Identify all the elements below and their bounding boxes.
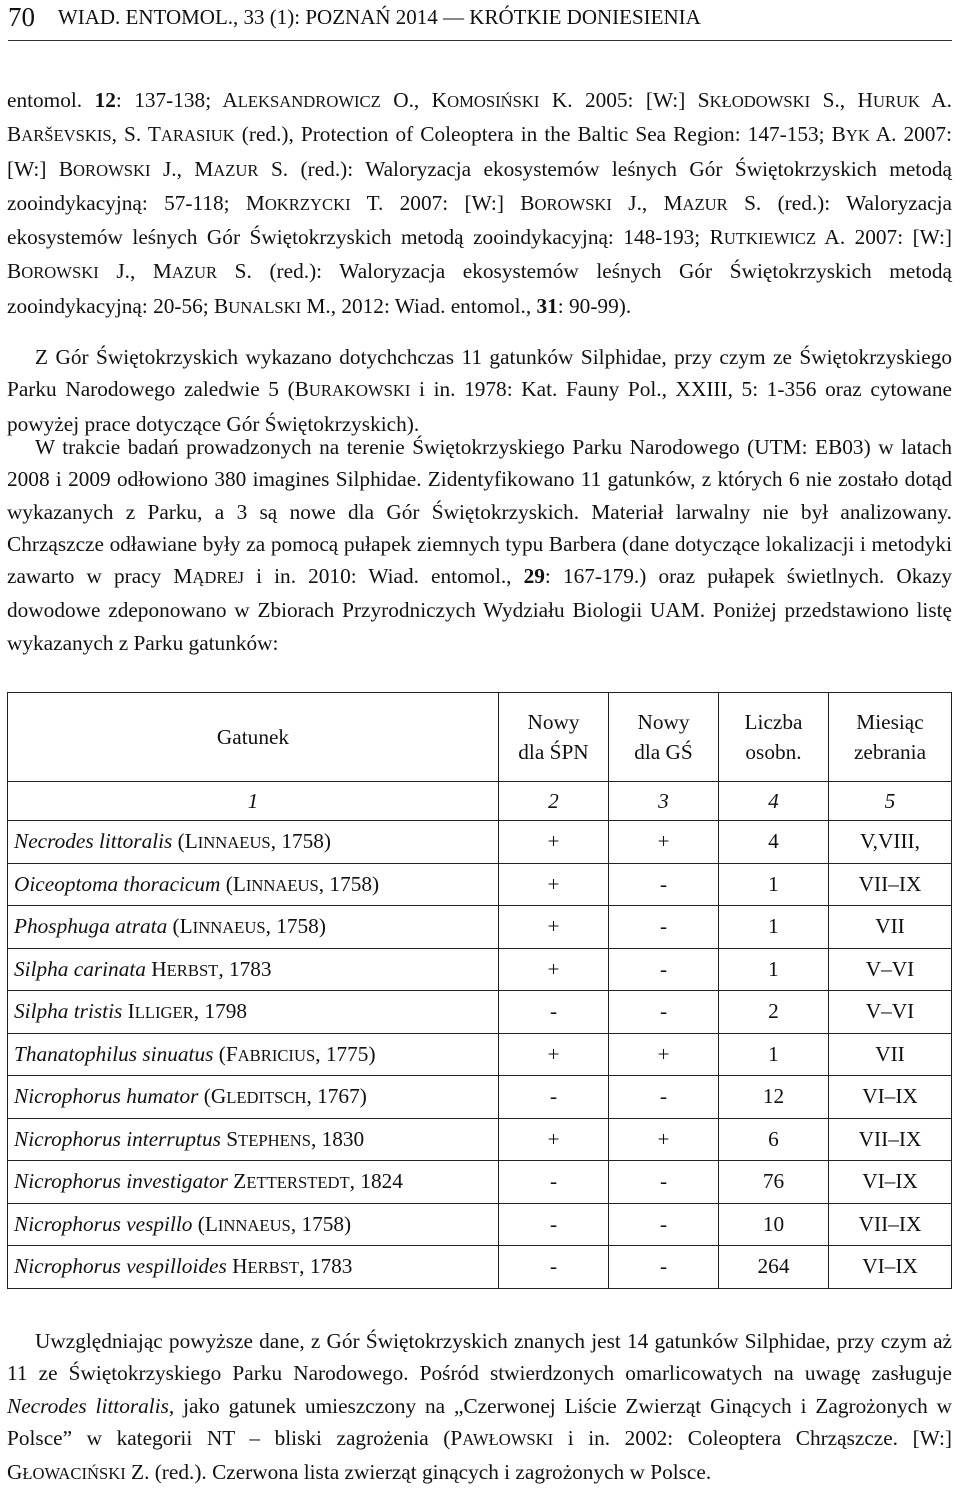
species-author: INNAEUS xyxy=(245,875,319,895)
references-text: entomol. 12: 137-138; ALEKSANDROWICZ O., KOMOSIŃSKI K. 2005: [W:] SKŁODOWSKI S., HURUK A. BARŠEVSKIS, S. TARASIUK (red.), Protection of Coleoptera in the Baltic Sea Region: 147-153; BYK A. 2007: [W:] BOROWSKI J., MAZUR S. (red.): Waloryzacja ekosystemów leśnych Gór Świętokrzyskich metodą zooindykacyjną: 57-118; MOKRZYCKI T. 2007: [W:] BOROWSKI J., MAZUR S. (red.): Waloryzacja ekosystemów leśnych Gór Świętokrzyskich metodą zooindykacyjną: 148-193; RUTKIEWICZ A. 2007: [W:] BOROWSKI J., MAZUR S. (red.): Waloryzacja ekosystemów leśnych Gór Świętokrzyskich metodą zooindykacyjną: 20-56; BUNALSKI M., 2012: Wiad. entomol., 31: 90-99). xyxy=(7,88,953,318)
specimen-count-cell: 2 xyxy=(719,991,829,1034)
text-segment: OROWSKI xyxy=(21,263,99,283)
text-segment: URUK xyxy=(872,92,921,111)
text-segment: YK xyxy=(845,126,870,146)
header-month-label: Miesiąc zebrania xyxy=(853,710,927,764)
new-for-gs-cell: + xyxy=(609,1118,719,1161)
paragraph-2-text: Z Gór Świętokrzyskich wykazano dotychchczas 11 gatunków Silphidae, przy czym ze Świętokrzyskiego Parku Narodowego zaledwie 5 (BURAKOWSKI i in. 1978: Kat. Fauny Pol., XXIII, 5: 1-356 oraz cytowane powyżej prace dotyczące Gór Świętokrzyskich). xyxy=(7,345,952,436)
column-number: 2 xyxy=(499,782,609,821)
text-segment: ARASIUK xyxy=(160,126,235,146)
species-author: LLIGER xyxy=(134,1003,194,1023)
species-author: ERBST xyxy=(247,1258,300,1278)
collection-month-cell: VI–IX xyxy=(829,1161,952,1204)
running-title: WIAD. ENTOMOL., 33 (1): POZNAŃ 2014 — KRÓTKIE DONIESIENIA xyxy=(57,5,701,29)
species-name-cell: Nicrophorus vespillo (LINNAEUS, 1758) xyxy=(8,1203,499,1246)
species-author: TEPHENS xyxy=(238,1130,311,1150)
table-row xyxy=(8,1118,952,1161)
text-segment: KŁODOWSKI xyxy=(709,92,811,111)
text-segment: OKRZYCKI xyxy=(264,194,351,214)
new-for-spn-cell: - xyxy=(499,1161,609,1204)
collection-month-cell: VI–IX xyxy=(829,1246,952,1289)
collection-month-cell: VI–IX xyxy=(829,1076,952,1119)
paragraph-2 xyxy=(7,341,952,440)
paragraph-4 xyxy=(7,1325,952,1490)
header-new-gs xyxy=(609,693,719,782)
table-row xyxy=(8,1246,952,1289)
species-name-cell: Nicrophorus humator (GLEDITSCH, 1767) xyxy=(8,1076,499,1119)
species-author: INNAEUS xyxy=(192,918,266,938)
header-species: Gatunek xyxy=(8,693,499,782)
species-name-cell: Silpha carinata HERBST, 1783 xyxy=(8,948,499,991)
text-segment: OROWSKI xyxy=(534,194,612,214)
specimen-count-cell: 1 xyxy=(719,948,829,991)
text-segment: OROWSKI xyxy=(73,160,151,180)
species-latin-name: Silpha tristis xyxy=(14,999,123,1024)
table-header-row xyxy=(8,693,952,782)
species-name-cell: Nicrophorus interruptus STEPHENS, 1830 xyxy=(8,1118,499,1161)
species-latin-name: Nicrophorus humator xyxy=(14,1084,199,1109)
species-author: LEDITSCH xyxy=(226,1088,307,1108)
species-latin-name: Phosphuga atrata xyxy=(14,914,168,939)
collection-month-cell: V–VI xyxy=(829,991,952,1034)
species-name-cell: Phosphuga atrata (LINNAEUS, 1758) xyxy=(8,906,499,949)
collection-month-cell: VII–IX xyxy=(829,1118,952,1161)
table-row xyxy=(8,906,952,949)
text-segment: URAKOWSKI xyxy=(308,381,411,401)
new-for-spn-cell: + xyxy=(499,906,609,949)
header-count-label: Liczba osobn. xyxy=(744,710,803,764)
species-name-cell: Nicrophorus vespilloides HERBST, 1783 xyxy=(8,1246,499,1289)
text-segment: 31 xyxy=(536,293,558,318)
text-segment: AZUR xyxy=(682,194,728,214)
collection-month-cell: VII xyxy=(829,1033,952,1076)
new-for-gs-cell: - xyxy=(609,948,719,991)
species-author: ETTERSTEDT xyxy=(246,1173,350,1193)
species-latin-name: Nicrophorus vespilloides xyxy=(14,1254,227,1279)
species-latin-name: Necrodes littoralis xyxy=(14,829,173,854)
specimen-count-cell: 10 xyxy=(719,1203,829,1246)
column-number: 1 xyxy=(8,782,499,821)
species-author: ABRICIUS xyxy=(237,1045,316,1065)
new-for-gs-cell: - xyxy=(609,906,719,949)
paragraph-3 xyxy=(7,431,952,659)
species-author: ERBST xyxy=(166,960,219,980)
column-number: 3 xyxy=(609,782,719,821)
new-for-gs-cell: - xyxy=(609,863,719,906)
header-divider xyxy=(8,40,952,41)
column-number: 5 xyxy=(829,782,952,821)
species-latin-name: Nicrophorus investigator xyxy=(14,1169,228,1194)
new-for-gs-cell: + xyxy=(609,821,719,864)
species-latin-name: Nicrophorus interruptus xyxy=(14,1126,221,1151)
specimen-count-cell: 264 xyxy=(719,1246,829,1289)
species-table xyxy=(7,692,952,1289)
specimen-count-cell: 1 xyxy=(719,1033,829,1076)
table-row xyxy=(8,863,952,906)
species-name-cell: Oiceoptoma thoracicum (LINNAEUS, 1758) xyxy=(8,863,499,906)
text-segment: AWŁOWSKI xyxy=(462,1429,554,1449)
species-latin-name: Thanatophilus sinuatus xyxy=(14,1041,214,1066)
column-number: 4 xyxy=(719,782,829,821)
species-name-cell: Necrodes littoralis (LINNAEUS, 1758) xyxy=(8,821,499,864)
header-new-gs-label: Nowy dla GŚ xyxy=(634,710,693,764)
specimen-count-cell: 1 xyxy=(719,906,829,949)
specimen-count-cell: 6 xyxy=(719,1118,829,1161)
new-for-gs-cell: - xyxy=(609,1076,719,1119)
text-segment: UNALSKI xyxy=(228,297,302,317)
new-for-gs-cell: - xyxy=(609,1203,719,1246)
table-row xyxy=(8,948,952,991)
new-for-gs-cell: - xyxy=(609,1161,719,1204)
new-for-gs-cell: - xyxy=(609,991,719,1034)
collection-month-cell: VII xyxy=(829,906,952,949)
specimen-count-cell: 1 xyxy=(719,863,829,906)
page-number: 70 xyxy=(8,2,35,32)
collection-month-cell: VII–IX xyxy=(829,1203,952,1246)
text-segment: 12 xyxy=(94,88,116,112)
table-row xyxy=(8,991,952,1034)
collection-month-cell: V,VIII, xyxy=(829,821,952,864)
text-segment: AZUR xyxy=(171,263,218,283)
text-segment: OMOSIŃSKI xyxy=(447,92,540,111)
header-month xyxy=(829,693,952,782)
table-row xyxy=(8,1033,952,1076)
paragraph-3-text: W trakcie badań prowadzonych na terenie Świętokrzyskiego Parku Narodowego (UTM: EB03) w latach 2008 i 2009 odłowiono 380 imagines Silphidae. Zidentyfikowano 11 gatunków, z których 6 nie zostało dotąd wykazanych z Parku, a 3 są nowe dla Gór Świętokrzyskich. Materiał larwalny nie był analizowany. Chrząszcze odławiane były za pomocą pułapek ziemnych typu Barbera (dane dotyczące lokalizacji i metodyki zawarto w pracy MĄDREJ i in. 2010: Wiad. entomol., 29: 167-179.) oraz pułapek świetlnych. Okazy dowodowe zdeponowano w Zbiorach Przyrodniczych Wydziału Biologii UAM. Poniżej przedstawiono listę wykazanych z Parku gatunków: xyxy=(7,435,952,655)
table-row xyxy=(8,1203,952,1246)
column-number-row xyxy=(8,782,952,821)
new-for-spn-cell: - xyxy=(499,1246,609,1289)
new-for-spn-cell: + xyxy=(499,1118,609,1161)
collection-month-cell: V–VI xyxy=(829,948,952,991)
header-count xyxy=(719,693,829,782)
text-segment: ŁOWACIŃSKI xyxy=(22,1464,126,1484)
species-name-cell: Thanatophilus sinuatus (FABRICIUS, 1775) xyxy=(8,1033,499,1076)
species-latin-name: Oiceoptoma thoracicum xyxy=(14,871,221,896)
text-segment: Necrodes littoralis, xyxy=(7,1393,175,1418)
species-name-cell: Silpha tristis ILLIGER, 1798 xyxy=(8,991,499,1034)
species-author: INNAEUS xyxy=(197,833,271,853)
text-segment: AZUR xyxy=(213,160,259,180)
text-segment: UTKIEWICZ xyxy=(723,229,817,249)
specimen-count-cell: 76 xyxy=(719,1161,829,1204)
running-header xyxy=(8,2,952,36)
specimen-count-cell: 12 xyxy=(719,1076,829,1119)
new-for-spn-cell: - xyxy=(499,991,609,1034)
table-row xyxy=(8,1076,952,1119)
collection-month-cell: VII–IX xyxy=(829,863,952,906)
text-segment: LEKSANDROWICZ xyxy=(237,92,381,111)
specimen-count-cell: 4 xyxy=(719,821,829,864)
new-for-gs-cell: - xyxy=(609,1246,719,1289)
references-paragraph xyxy=(7,84,952,324)
paragraph-4-text: Uwzględniając powyższe dane, z Gór Świętokrzyskich znanych jest 14 gatunków Silphidae, przy czym aż 11 ze Świętokrzyskiego Parku Narodowego. Pośród stwierdzonych omarlicowatych na uwagę zasługuje Necrodes littoralis, jako gatunek umieszczony na „Czerwonej Liście Zwierząt Ginących i Zagrożonych w Polsce” w kategorii NT – bliski zagrożenia (PAWŁOWSKI i in. 2002: Coleoptera Chrząszcze. [W:] GŁOWACIŃSKI Z. (red.). Czerwona lista zwierząt ginących i zagrożonych w Polsce. xyxy=(7,1329,952,1485)
species-name-cell: Nicrophorus investigator ZETTERSTEDT, 1824 xyxy=(8,1161,499,1204)
new-for-spn-cell: - xyxy=(499,1203,609,1246)
new-for-gs-cell: + xyxy=(609,1033,719,1076)
species-author: INNAEUS xyxy=(217,1215,291,1235)
species-latin-name: Nicrophorus vespillo xyxy=(14,1211,193,1236)
table-row xyxy=(8,1161,952,1204)
text-segment: ĄDREJ xyxy=(192,568,245,588)
table-row xyxy=(8,821,952,864)
new-for-spn-cell: + xyxy=(499,821,609,864)
new-for-spn-cell: - xyxy=(499,1076,609,1119)
text-segment: 29 xyxy=(523,564,545,589)
species-latin-name: Silpha carinata xyxy=(14,956,146,981)
header-new-spn-label: Nowy dla ŚPN xyxy=(518,710,589,764)
header-new-spn xyxy=(499,693,609,782)
new-for-spn-cell: + xyxy=(499,863,609,906)
text-segment: ARŠEVSKIS xyxy=(21,126,112,146)
new-for-spn-cell: + xyxy=(499,948,609,991)
new-for-spn-cell: + xyxy=(499,1033,609,1076)
